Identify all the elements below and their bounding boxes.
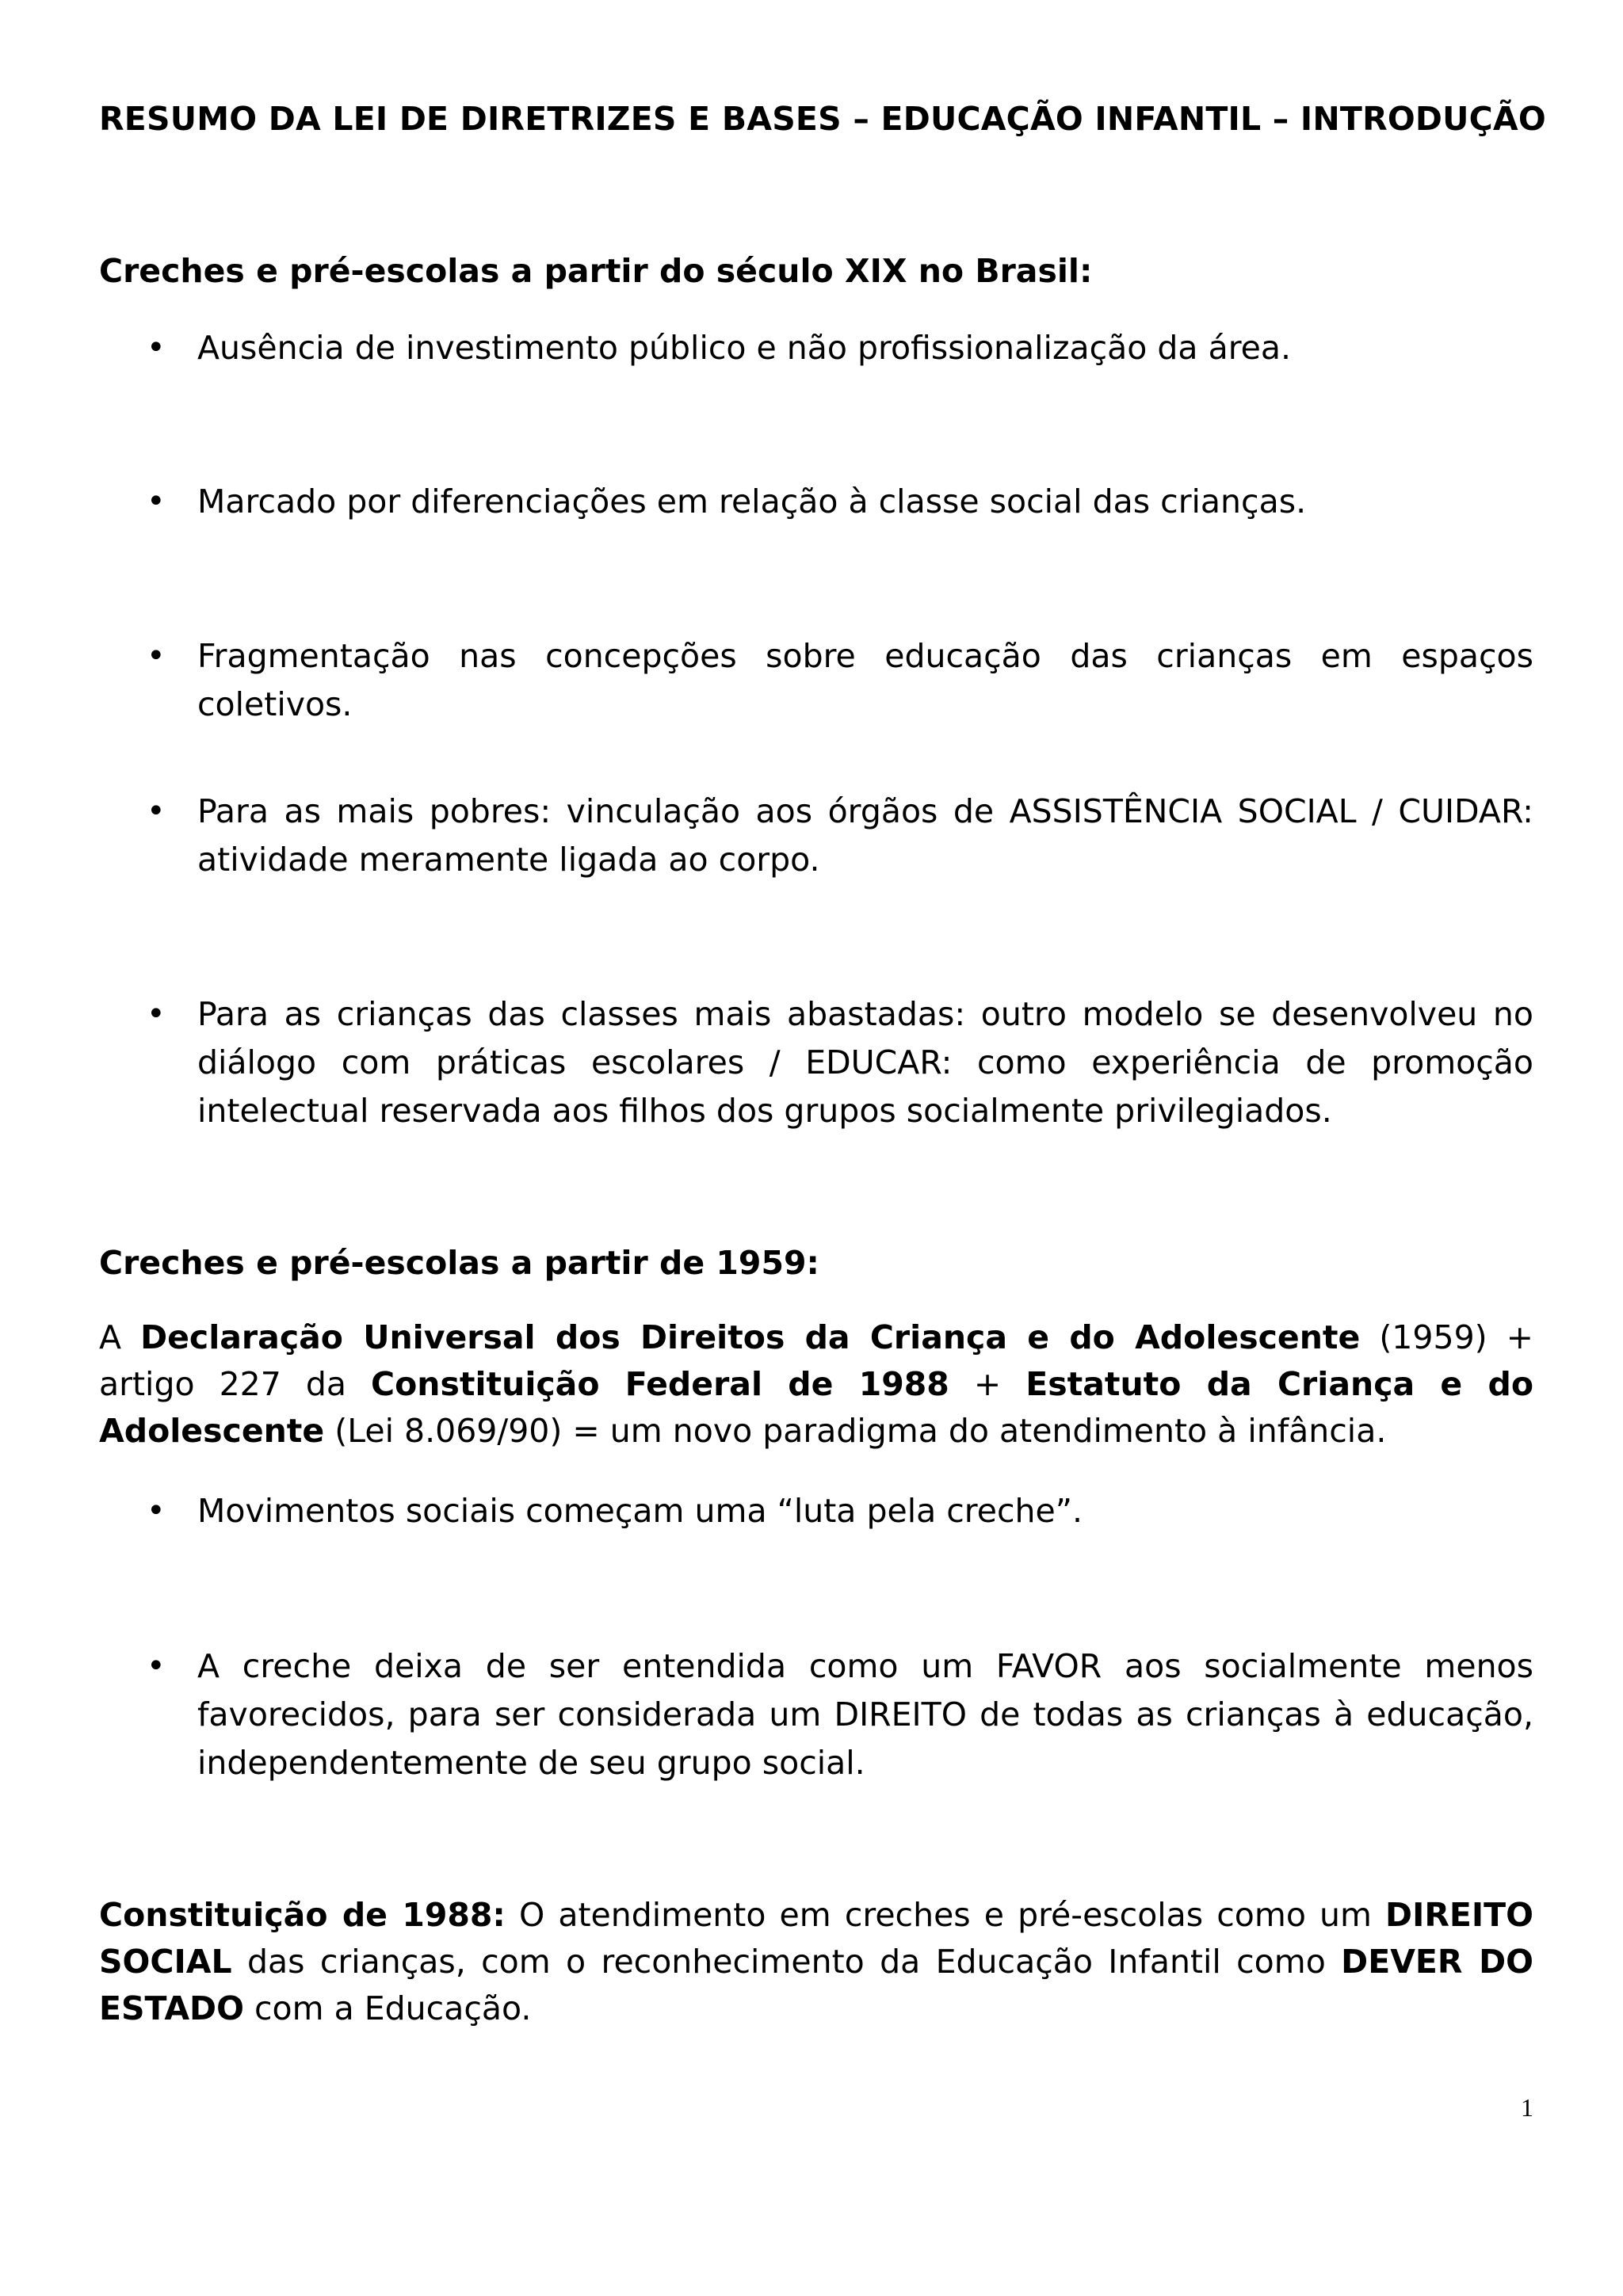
- page-number: 1: [1521, 2093, 1533, 2122]
- bullet-icon: •: [147, 793, 166, 830]
- bullet-icon: •: [147, 996, 166, 1032]
- paragraph-bold-text: Constituição de 1988:: [99, 1896, 506, 1934]
- paragraph-text: (1959) + artigo 227 da: [99, 1318, 1533, 1403]
- paragraph-bold-text: DIREITO SOCIAL: [99, 1896, 1533, 1981]
- list-item-text: Movimentos sociais começam uma “luta pela creche”.: [197, 1492, 1083, 1530]
- paragraph-text: (Lei 8.069/90) = um novo paradigma do atendimento à infância.: [324, 1412, 1387, 1450]
- list-item-text: Marcado por diferenciações em relação à classe social das crianças.: [197, 482, 1307, 521]
- list-item: [147, 788, 1533, 884]
- bullet-icon: •: [147, 638, 166, 674]
- paragraph-text: +: [949, 1365, 1026, 1403]
- list-item-text: Ausência de investimento público e não profissionalização da área.: [197, 329, 1292, 367]
- list-item: [147, 632, 1533, 729]
- paragraph-bold-text: Constituição Federal de 1988: [371, 1365, 949, 1403]
- list-item: [147, 1487, 1533, 1535]
- bullet-icon: •: [147, 1648, 166, 1684]
- paragraph-bold-text: DEVER DO ESTADO: [99, 1943, 1533, 2027]
- paragraph-text: A: [99, 1318, 141, 1356]
- document-title: RESUMO DA LEI DE DIRETRIZES E BASES – EDUCAÇÃO INFANTIL – INTRODUÇÃO: [99, 100, 1546, 138]
- list-item: [147, 478, 1533, 526]
- paragraph-text: com a Educação.: [243, 1989, 532, 2027]
- paragraph-bold-text: Declaração Universal dos Direitos da Criança e do Adolescente: [140, 1318, 1361, 1356]
- list-item: [147, 324, 1533, 372]
- list-item: [147, 990, 1533, 1135]
- list-item: [147, 1642, 1533, 1787]
- section-heading-1959: Creches e pré-escolas a partir de 1959:: [99, 1244, 819, 1282]
- bullet-icon: •: [147, 1493, 166, 1529]
- paragraph-paradigma: [99, 1314, 1533, 1455]
- section-heading-seculo-xix: Creches e pré-escolas a partir do século XIX no Brasil:: [99, 252, 1093, 290]
- paragraph-text: das crianças, com o reconhecimento da Educação Infantil como: [231, 1943, 1342, 1981]
- list-item-text: Para as mais pobres: vinculação aos órgãos de ASSISTÊNCIA SOCIAL / CUIDAR: atividade meramente ligada ao corpo.: [197, 792, 1533, 879]
- bullet-icon: •: [147, 330, 166, 366]
- bullet-icon: •: [147, 483, 166, 520]
- document-page: [99, 0, 1546, 2296]
- paragraph-constituicao-1988: [99, 1892, 1533, 2032]
- list-item-text: Fragmentação nas concepções sobre educação das crianças em espaços coletivos.: [197, 637, 1533, 723]
- list-item-text: A creche deixa de ser entendida como um FAVOR aos socialmente menos favorecidos, para ser considerada um DIREITO de todas as crianças à educação, independentemente de seu grupo social.: [197, 1647, 1533, 1782]
- paragraph-bold-text: Estatuto da Criança e do Adolescente: [99, 1365, 1534, 1450]
- list-item-text: Para as crianças das classes mais abastadas: outro modelo se desenvolveu no diálogo com práticas escolares / EDUCAR: como experiência de promoção intelectual reservada aos filhos dos grupos socialmente privilegiados.: [197, 995, 1533, 1130]
- paragraph-text: O atendimento em creches e pré-escolas como um: [505, 1896, 1386, 1934]
